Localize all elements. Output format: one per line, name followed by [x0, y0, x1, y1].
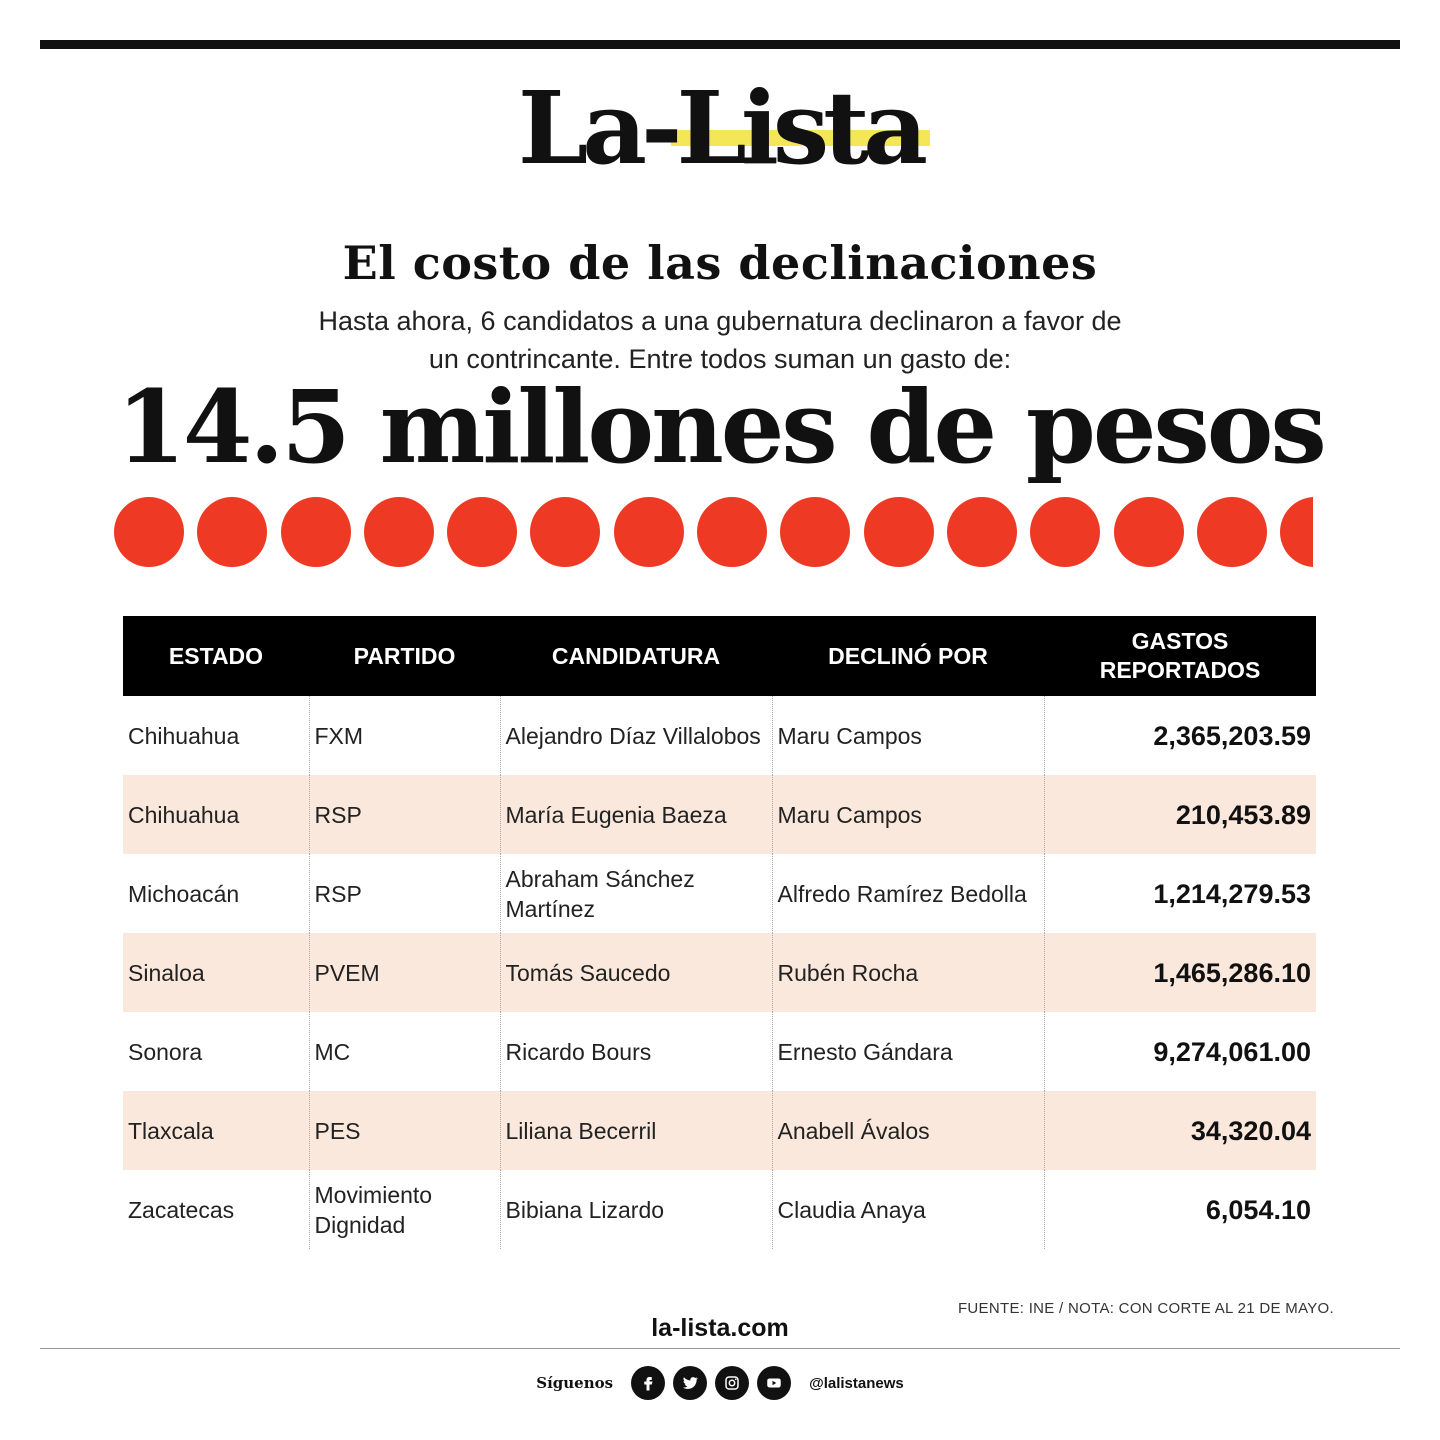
table-row	[123, 1091, 1316, 1170]
dot	[530, 497, 600, 567]
cell-declino-por: Anabell Ávalos	[772, 1091, 1044, 1170]
cell-candidatura: Tomás Saucedo	[500, 933, 772, 1012]
cell-declino-por: Maru Campos	[772, 775, 1044, 854]
social-handle[interactable]: @lalistanews	[809, 1374, 904, 1392]
cell-gastos: 1,465,286.10	[1044, 933, 1316, 1012]
table-row	[123, 1012, 1316, 1091]
cell-declino-por: Alfredo Ramírez Bedolla	[772, 854, 1044, 933]
header-gastos: GASTOS REPORTADOS	[1044, 616, 1316, 696]
cell-partido: MC	[309, 1012, 500, 1091]
cell-candidatura: Abraham Sánchez Martínez	[500, 854, 772, 933]
dot-partial	[1280, 497, 1313, 567]
subtitle: Hasta ahora, 6 candidatos a una gubernatura declinaron a favor de un contrincante. Entre todos suman un gasto de:	[318, 306, 1122, 374]
dot	[114, 497, 184, 567]
cell-estado: Sonora	[123, 1012, 309, 1091]
dots-row	[114, 497, 1313, 567]
cell-partido: RSP	[309, 854, 500, 933]
cell-estado: Sinaloa	[123, 933, 309, 1012]
table-row	[123, 933, 1316, 1012]
table-row	[123, 854, 1316, 933]
dot	[197, 497, 267, 567]
table-row	[123, 1170, 1316, 1249]
cell-partido: PVEM	[309, 933, 500, 1012]
logo	[0, 69, 1440, 187]
table-row	[123, 775, 1316, 854]
table-header-row	[123, 616, 1316, 696]
page-title: El costo de las declinaciones	[342, 236, 1098, 290]
cell-declino-por: Ernesto Gándara	[772, 1012, 1044, 1091]
logo-part1: La-	[517, 69, 677, 187]
total-amount: 14.5 millones de pesos	[116, 368, 1324, 486]
cell-estado: Chihuahua	[123, 775, 309, 854]
cell-candidatura: María Eugenia Baeza	[500, 775, 772, 854]
instagram-icon[interactable]	[715, 1366, 749, 1400]
declinations-table	[123, 616, 1316, 1249]
cell-partido: FXM	[309, 696, 500, 775]
twitter-icon[interactable]	[673, 1366, 707, 1400]
cell-gastos: 6,054.10	[1205, 1194, 1311, 1225]
cell-candidatura: Bibiana Lizardo	[500, 1170, 772, 1249]
cell-declino-por: Claudia Anaya	[772, 1170, 1044, 1249]
dot	[1030, 497, 1100, 567]
cell-partido: Movimiento Dignidad	[309, 1170, 500, 1249]
dot	[364, 497, 434, 567]
dot	[947, 497, 1017, 567]
dot	[1197, 497, 1267, 567]
table-row	[123, 696, 1316, 775]
cell-gastos: 34,320.04	[1044, 1091, 1316, 1170]
dot	[1114, 497, 1184, 567]
cell-estado: Michoacán	[123, 854, 309, 933]
cell-estado: Chihuahua	[123, 696, 309, 775]
follow-label: Síguenos	[536, 1374, 614, 1392]
youtube-icon[interactable]	[757, 1366, 791, 1400]
header-candidatura: CANDIDATURA	[500, 616, 772, 696]
dot	[614, 497, 684, 567]
cell-gastos: 2,365,203.59	[1153, 720, 1311, 751]
cell-estado: Zacatecas	[123, 1170, 309, 1249]
cell-estado: Tlaxcala	[123, 1091, 309, 1170]
cell-gastos: 9,274,061.00	[1153, 1036, 1311, 1067]
dot	[281, 497, 351, 567]
dot	[864, 497, 934, 567]
source-note: FUENTE: INE / NOTA: CON CORTE AL 21 DE MAYO.	[957, 1300, 1334, 1317]
logo-part2: Lista	[676, 69, 923, 187]
cell-candidatura: Ricardo Bours	[500, 1012, 772, 1091]
cell-partido: PES	[309, 1091, 500, 1170]
cell-declino-por: Rubén Rocha	[772, 933, 1044, 1012]
dot	[697, 497, 767, 567]
header-declino-por: DECLINÓ POR	[772, 616, 1044, 696]
facebook-icon[interactable]	[631, 1366, 665, 1400]
header-estado: ESTADO	[123, 616, 309, 696]
cell-gastos: 1,214,279.53	[1153, 878, 1311, 909]
site-link[interactable]: la-lista.com	[651, 1314, 789, 1342]
top-rule	[40, 40, 1400, 49]
bottom-rule	[40, 1348, 1400, 1349]
cell-candidatura: Alejandro Díaz Villalobos	[500, 696, 772, 775]
cell-partido: RSP	[309, 775, 500, 854]
dot	[447, 497, 517, 567]
cell-declino-por: Maru Campos	[772, 696, 1044, 775]
cell-candidatura: Liliana Becerril	[500, 1091, 772, 1170]
social-bar	[0, 1366, 1440, 1400]
cell-gastos: 210,453.89	[1044, 775, 1316, 854]
header-partido: PARTIDO	[309, 616, 500, 696]
dot	[780, 497, 850, 567]
